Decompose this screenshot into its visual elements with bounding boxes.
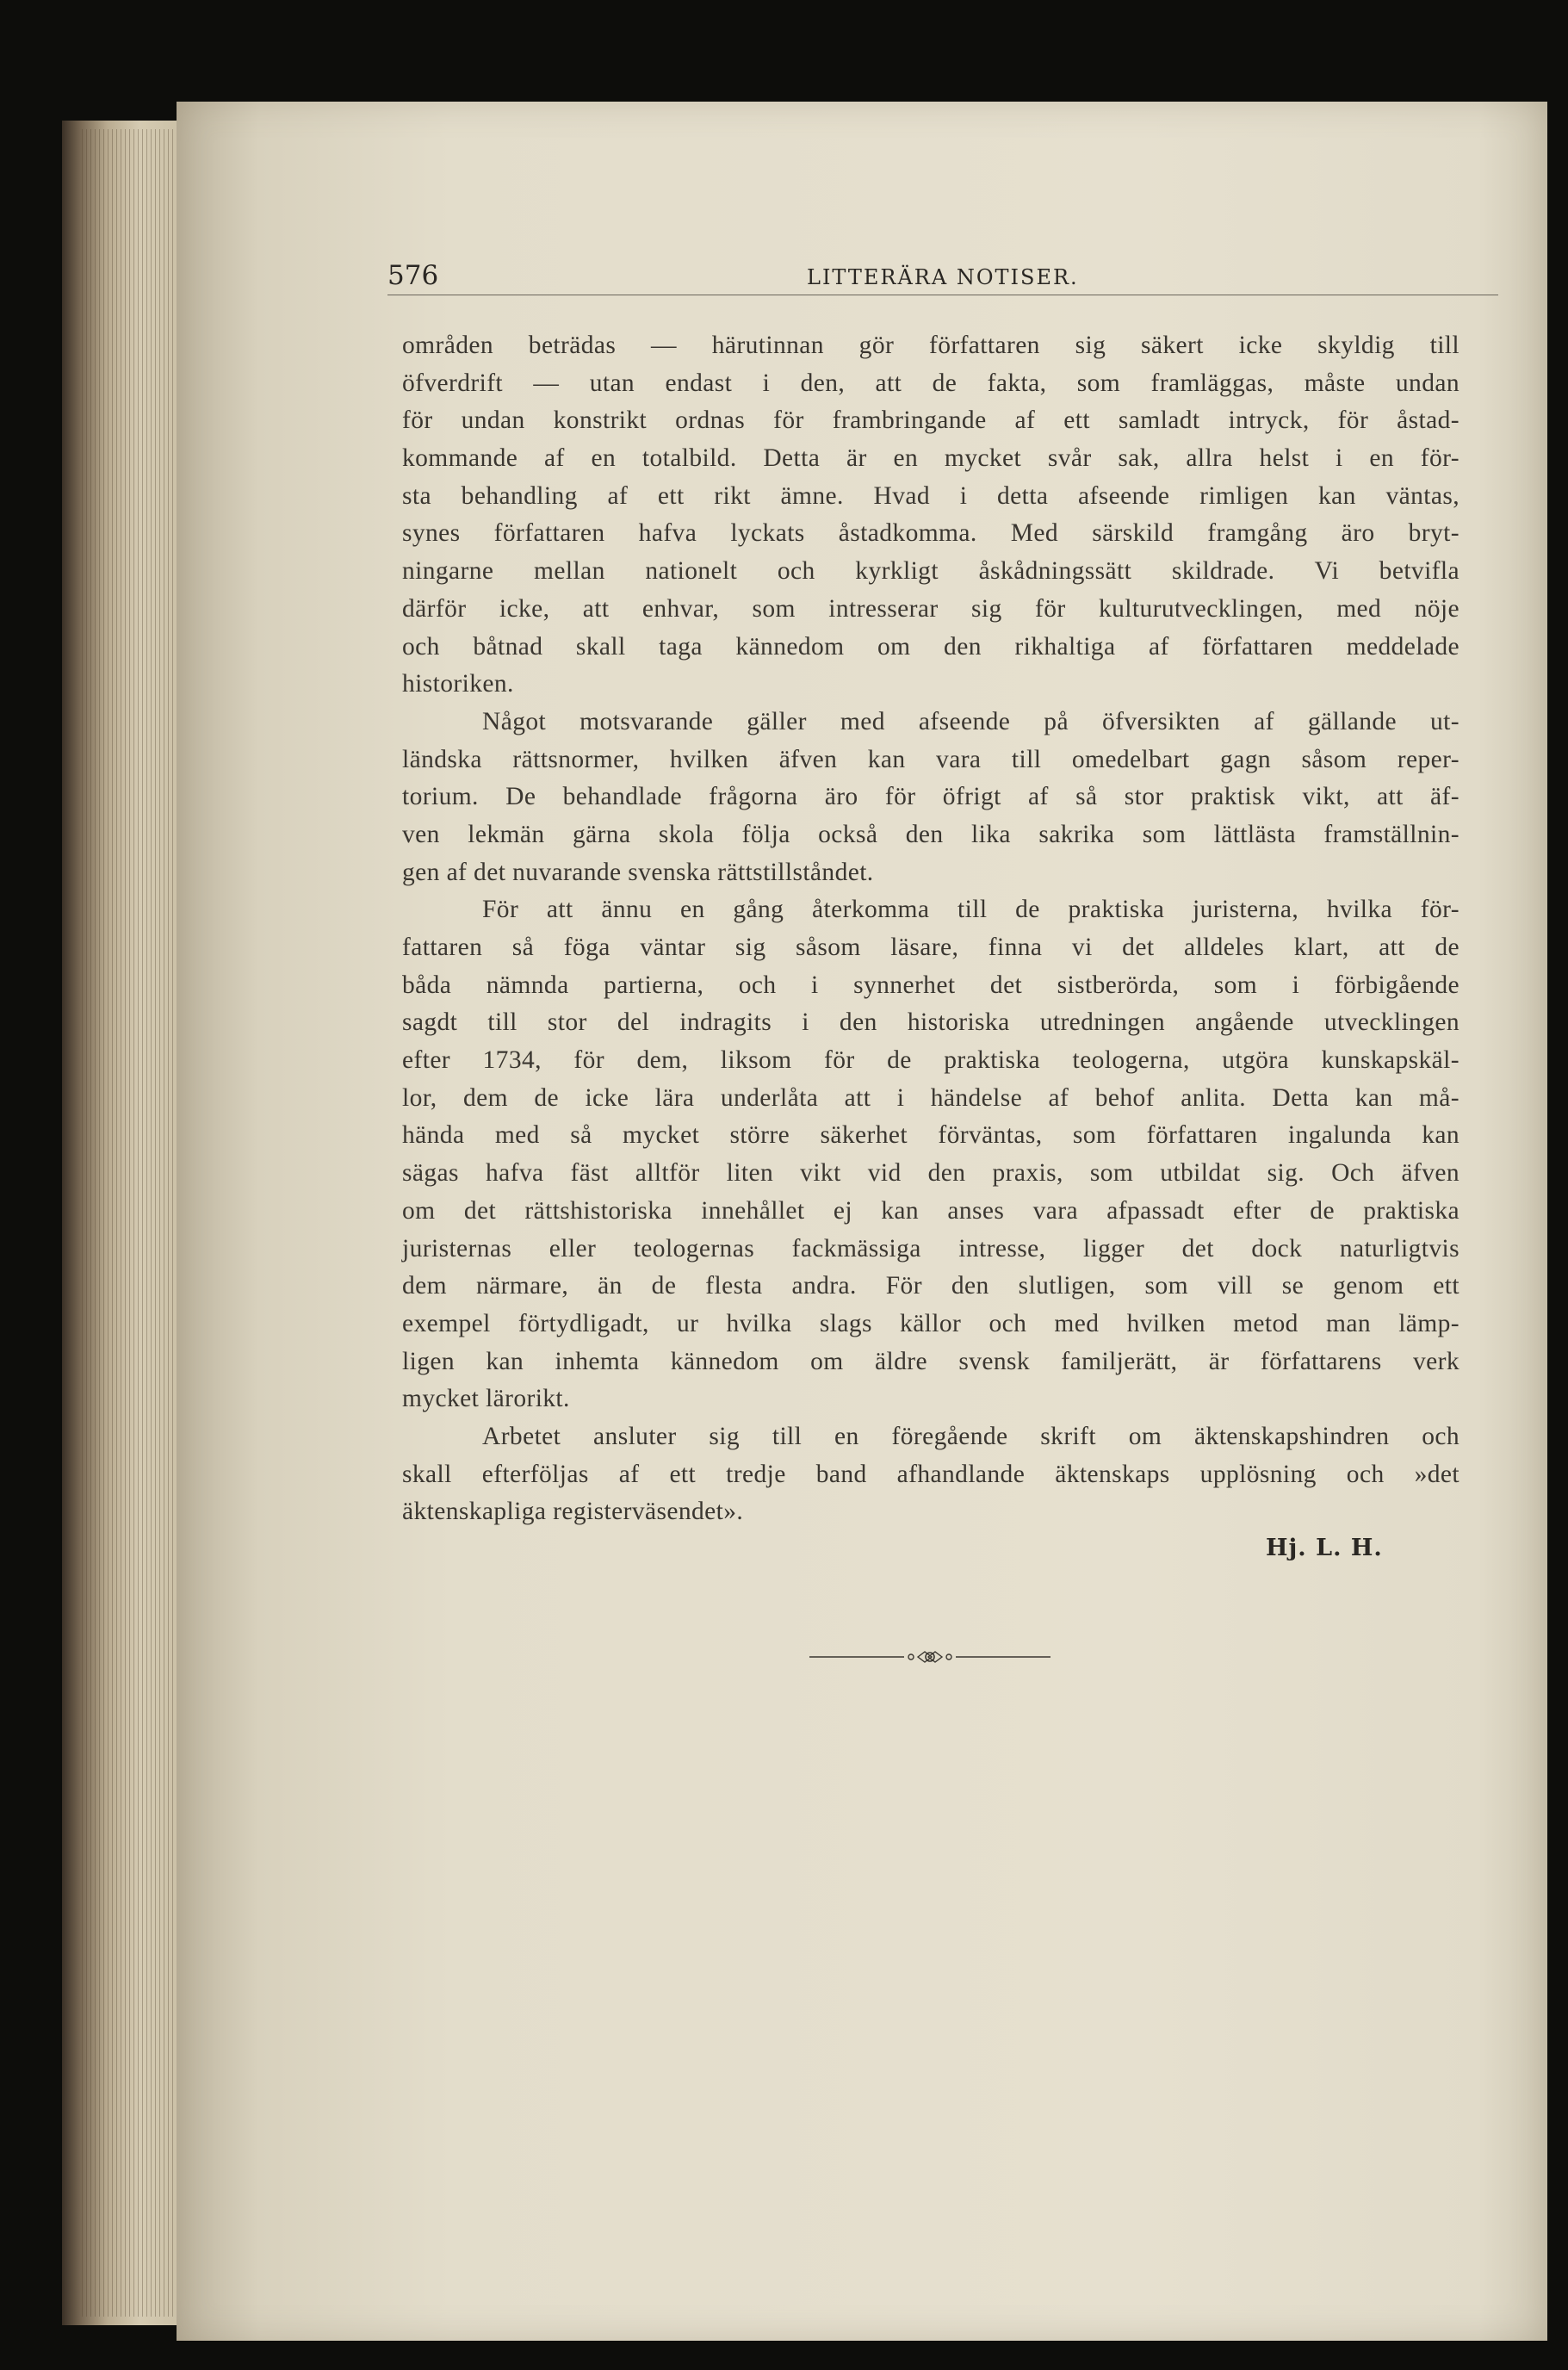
text-line: ningarne mellan nationelt och kyrkligt åskådningssätt skildrade. Vi betvifla	[402, 557, 1460, 586]
text-line: För att ännu en gång återkomma till de praktiska juristerna, hvilka för-	[482, 896, 1460, 924]
text-line: därför icke, att enhvar, som intresserar sig för kulturutvecklingen, med nöje	[402, 594, 1460, 623]
text-line: och båtnad skall taga kännedom om den rikhaltiga af författaren meddelade	[402, 632, 1460, 661]
text-line: hända med så mycket större säkerhet förväntas, som författaren ingalunda kan	[402, 1121, 1460, 1150]
paragraph-4	[402, 1418, 1460, 1531]
text-line: gen af det nuvarande svenska rättstillståndet.	[402, 858, 874, 886]
paragraph-1	[402, 327, 1460, 704]
text-line: öfverdrift — utan endast i den, att de fakta, som framläggas, måste undan	[402, 369, 1460, 397]
text-line: exempel förtydligadt, ur hvilka slags källor och med hvilken metod man lämp-	[402, 1309, 1460, 1337]
text-line: lor, dem de icke lära underlåta att i händelse af behof anlita. Detta kan må-	[402, 1083, 1460, 1112]
body-text	[402, 327, 1460, 1531]
text-line: synes författaren hafva lyckats åstadkomma. Med särskild framgång äro bryt-	[402, 519, 1460, 548]
text-line: skall efterföljas af ett tredje band afhandlande äktenskaps upplösning och »det	[402, 1460, 1460, 1488]
page-edge-lines	[82, 129, 177, 2317]
text-line: torium. De behandlade frågorna äro för öfrigt af så stor praktisk vikt, att äf-	[402, 783, 1460, 811]
text-line: fattaren så föga väntar sig såsom läsare, finna vi det alldeles klart, att de	[402, 934, 1460, 961]
running-head-title: LITTERÄRA NOTISER.	[807, 265, 1079, 289]
author-signature: Hj. L. H.	[1266, 1535, 1383, 1561]
text-line: sta behandling af ett rikt ämne. Hvad i detta afseende rimligen kan väntas,	[402, 481, 1460, 510]
text-line: mycket lärorikt.	[402, 1385, 570, 1413]
running-head	[387, 260, 1498, 295]
paragraph-3	[402, 891, 1460, 1418]
ornament-divider-icon	[809, 1647, 1050, 1667]
text-line: kommande af en totalbild. Detta är en mycket svår sak, allra helst i en för-	[402, 444, 1460, 473]
text-line: Något motsvarande gäller med afseende på öfversikten af gällande ut-	[482, 707, 1460, 735]
text-line: dem närmare, än de flesta andra. För den slutligen, som vill se genom ett	[402, 1272, 1460, 1300]
text-line: ven lekmän gärna skola följa också den lika sakrika som lättlästa framställnin-	[402, 820, 1460, 848]
text-line: Arbetet ansluter sig till en föregående skrift om äktenskapshindren och	[482, 1422, 1460, 1450]
paragraph-2	[402, 704, 1460, 891]
text-line: områden beträdas — härutinnan gör författaren sig säkert icke skyldig till	[402, 332, 1460, 359]
text-line: ländska rättsnormer, hvilken äfven kan vara till omedelbart gagn såsom reper-	[402, 745, 1460, 773]
text-line: historiken.	[402, 670, 514, 698]
page-number: 576	[387, 260, 439, 291]
text-line: juristernas eller teologernas fackmässiga intresse, ligger det dock naturligtvis	[402, 1234, 1460, 1263]
text-line: sagdt till stor del indragits i den historiska utredningen angående utvecklingen	[402, 1008, 1460, 1037]
text-line: båda nämnda partierna, och i synnerhet det sistberörda, som i förbigående	[402, 971, 1460, 999]
text-line: sägas hafva fäst alltför liten vikt vid den praxis, som utbildat sig. Och äfven	[402, 1159, 1460, 1188]
text-line: efter 1734, för dem, liksom för de praktiska teologerna, utgöra kunskapskäl-	[402, 1046, 1460, 1075]
text-line: äktenskapliga registerväsendet».	[402, 1498, 744, 1526]
text-line: för undan konstrikt ordnas för frambringande af ett samladt intryck, för åstad-	[402, 406, 1460, 435]
text-line: om det rättshistoriska innehållet ej kan anses vara afpassadt efter de praktiska	[402, 1196, 1460, 1225]
text-line: ligen kan inhemta kännedom om äldre svensk familjerätt, är författarens verk	[402, 1347, 1460, 1375]
